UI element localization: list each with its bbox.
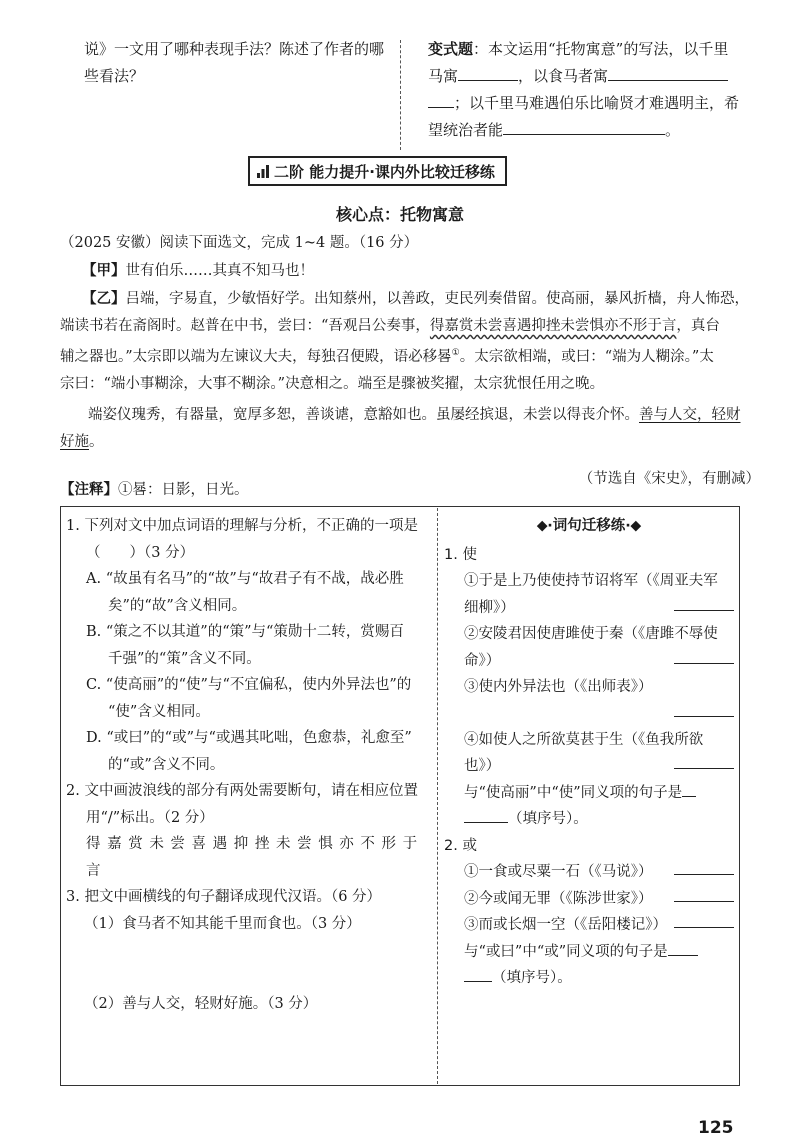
- s2-answer-blank-b[interactable]: [464, 966, 492, 982]
- variant-blank-4[interactable]: [503, 119, 665, 135]
- yi-text-5a: 端姿仪瑰秀，有器量，宽厚多恕，善谈谑，意豁如也。虽屡经摈退，未尝以得丧介怀。: [88, 406, 639, 423]
- s1-question-line1: 与“使高丽”中“使”同义项的句子是: [464, 784, 683, 801]
- s1-item1-line1: ①于是上乃使使持节诏将军（《周亚夫军: [464, 573, 718, 589]
- s2-item1: ①一食或尽粟一石（《马说》）: [464, 864, 653, 880]
- yi-text-3b: 。太宗欲相端，或曰：“端为人糊涂。”太: [459, 348, 714, 365]
- q1-option-a[interactable]: [66, 566, 434, 619]
- source-note: （节选自《宋史》，有删减）: [578, 470, 760, 487]
- q1-option-b-line2: 千强”的“策”含义不同。: [108, 650, 261, 667]
- jia-label: 【甲】: [82, 262, 126, 279]
- variant-line2a: 马寓: [428, 67, 459, 85]
- s1-item3: [444, 674, 734, 727]
- annotation-label: 【注释】: [60, 482, 118, 498]
- s1-item4-blank[interactable]: [674, 753, 734, 769]
- q3-stem: 3. 把文中画横线的句子翻译成现代汉语。（6 分）: [66, 889, 382, 905]
- yi-text-1: 吕端，字易直，少敏悟好学。出知蔡州，以善政，吏民列奏借留。使高丽，暴风折樯，舟人怖恐，: [125, 291, 749, 307]
- q1-option-d-line2: 的“或”含义不同。: [108, 756, 225, 773]
- variant-blank-3[interactable]: [428, 92, 454, 108]
- s1-item2-blank[interactable]: [674, 648, 734, 664]
- s2-question-line1: 与“或曰”中“或”同义项的句子是: [464, 943, 668, 960]
- s1-item3-blank[interactable]: [674, 701, 734, 717]
- box-divider: [437, 508, 438, 1084]
- q1-stem: 1. 下列对文中加点词语的理解与分析，不正确的一项是: [66, 518, 418, 534]
- q1-option-c-line2: “使”含义相同。: [108, 703, 210, 720]
- s1-item1: [444, 568, 734, 621]
- s1-item1-blank[interactable]: [674, 595, 734, 611]
- top-left-line1: 说》一文用了哪种表现手法？陈述了作者的哪: [84, 40, 385, 58]
- q1-option-c-line1: C. “使高丽”的“使”与“不宜偏私，使内外异法也”的: [86, 677, 412, 693]
- q2-score: 用“/”标出。（2 分）: [86, 809, 214, 826]
- yi-text-6b: 。: [89, 433, 104, 450]
- q1-option-c[interactable]: [66, 672, 434, 725]
- q1-option-b-line1: B. “策之不以其道”的“策”与“策勋十二转，赏赐百: [86, 624, 404, 640]
- s1-item1-line2: 细柳》）: [464, 599, 515, 616]
- section-banner-text: 二阶 能力提升·课内外比较迁移练: [274, 162, 495, 181]
- q1-option-d[interactable]: [66, 725, 434, 778]
- variant-label: 变式题: [428, 40, 474, 58]
- q1-option-d-line1: D. “或曰”的“或”与“或遇其叱咄，色愈恭，礼愈至”: [86, 730, 412, 746]
- variant-blank-2[interactable]: [608, 65, 728, 81]
- q3-part1: （1）食马者不知其能千里而食也。（3 分）: [84, 915, 361, 932]
- s1-question-line2: （填序号）。: [508, 811, 588, 827]
- note-marker: ①: [451, 348, 460, 358]
- s1-head: 1. 使: [444, 546, 477, 563]
- s2-question-line2: （填序号）。: [492, 970, 572, 986]
- q1-option-a-line2: 矣”的“故”含义相同。: [108, 597, 247, 614]
- s2-answer-blank-a[interactable]: [668, 940, 698, 956]
- top-left-question: [84, 36, 384, 90]
- annotation: [60, 478, 249, 499]
- underlined-sentence-b: 好施: [60, 433, 89, 450]
- top-divider: [400, 40, 401, 150]
- q1-option-a-line1: A. “故虽有名马”的“故”与“故君子有不战，战必胜: [86, 571, 404, 587]
- variant-line3: ；以千里马难遇伯乐比喻贤才难遇明主，希: [454, 94, 740, 112]
- variant-question: [428, 36, 748, 144]
- s2-item1-blank[interactable]: [674, 859, 734, 875]
- transfer-column: [444, 513, 734, 992]
- diamond-right-icon: ·⬥: [625, 518, 641, 534]
- s2-head: 2. 或: [444, 837, 477, 854]
- transfer-title: [444, 513, 734, 540]
- page-number: 125: [698, 1118, 734, 1138]
- underlined-sentence-a: 善与人交，轻财: [639, 406, 741, 423]
- jia-text: 世有伯乐……其真不知马也！: [125, 263, 314, 279]
- s1-item4: [444, 727, 734, 780]
- s1-item2-line1: ②安陵君因使唐雎使于秦（《唐雎不辱使: [464, 626, 718, 642]
- q2-stem: 2. 文中画波浪线的部分有两处需要断句，请在相应位置: [66, 783, 418, 799]
- transfer-title-text: 词句迁移练: [552, 518, 626, 534]
- s2-item2: ②今或闻无罪（《陈涉世家》）: [464, 890, 653, 907]
- passage-yi-line5: [60, 402, 760, 429]
- q3-part2: （2）善与人交，轻财好施。（3 分）: [84, 996, 318, 1012]
- s2-item3: ③而或长烟一空（《岳阳楼记》）: [464, 917, 667, 933]
- variant-line4a: 望统治者能: [428, 121, 504, 139]
- variant-blank-1[interactable]: [458, 65, 518, 81]
- bar-chart-icon: [256, 164, 270, 178]
- q1-score: （ ）（3 分）: [86, 544, 195, 561]
- diamond-left-icon: ⬥·: [537, 518, 553, 534]
- core-point-title: 核心点：托物寓意: [335, 205, 464, 224]
- s1-item2-line2: 命》）: [464, 652, 501, 669]
- variant-line2b: ，以食马者寓: [518, 67, 609, 85]
- questions-column: [66, 513, 434, 1018]
- yi-label: 【乙】: [82, 290, 126, 307]
- s1-question: [444, 780, 734, 833]
- passage-yi-line1: [60, 285, 760, 313]
- s1-answer-blank-b[interactable]: [464, 807, 508, 823]
- variant-line4b: 。: [665, 121, 681, 139]
- s2-item3-blank[interactable]: [674, 912, 734, 928]
- wavy-line-sentence: 得嘉赏未尝喜遇抑挫未尝惧亦不形于言: [429, 318, 677, 334]
- s1-item4-line2: 也》）: [464, 758, 501, 774]
- passage-yi-line3: [60, 340, 760, 371]
- yi-text-3a: 辅之器也。”太宗即以端为左谏议大夫，每独召便殿，语必移晷: [60, 348, 452, 365]
- s1-item4-line1: ④如使人之所欲莫甚于生（《鱼我所欲: [464, 731, 704, 748]
- s2-items: [444, 859, 734, 992]
- section-banner: [248, 156, 507, 186]
- intro-line: （2025 安徽）阅读下面选文，完成 1~4 题。（16 分）: [60, 235, 419, 251]
- passage-yi-line2: [60, 313, 760, 340]
- s1-answer-blank-a[interactable]: [682, 781, 696, 797]
- q2-sentence[interactable]: 得 嘉 赏 未 尝 喜 遇 抑 挫 未 尝 惧 亦 不 形 于 言: [86, 836, 419, 879]
- annotation-text: ①晷：日影，日光。: [118, 482, 249, 498]
- q3-part1-answer-space[interactable]: [66, 937, 434, 991]
- passage-yi-line6: [60, 429, 760, 456]
- s1-item3-line: ③使内外异法也（《出师表》）: [464, 679, 653, 695]
- yi-text-2a: 端读书若在斋阁时。赵普在中书，尝曰：“吾观吕公奏事，: [60, 318, 430, 334]
- q1-option-b[interactable]: [66, 619, 434, 672]
- s1-item2: [444, 621, 734, 674]
- variant-line1: ：本文运用“托物寓意”的写法，以千里: [473, 40, 729, 58]
- passage-jia: [60, 257, 760, 285]
- passage-yi-line4: 宗曰：“端小事糊涂，大事不糊涂。”决意相之。端至是骤被奖擢，太宗犹恨任用之晚。: [60, 375, 605, 392]
- s2-item2-blank[interactable]: [674, 886, 734, 902]
- reading-passage: [60, 230, 760, 493]
- yi-text-2b: ，真台: [676, 318, 720, 334]
- top-left-line2: 些看法？: [84, 67, 145, 85]
